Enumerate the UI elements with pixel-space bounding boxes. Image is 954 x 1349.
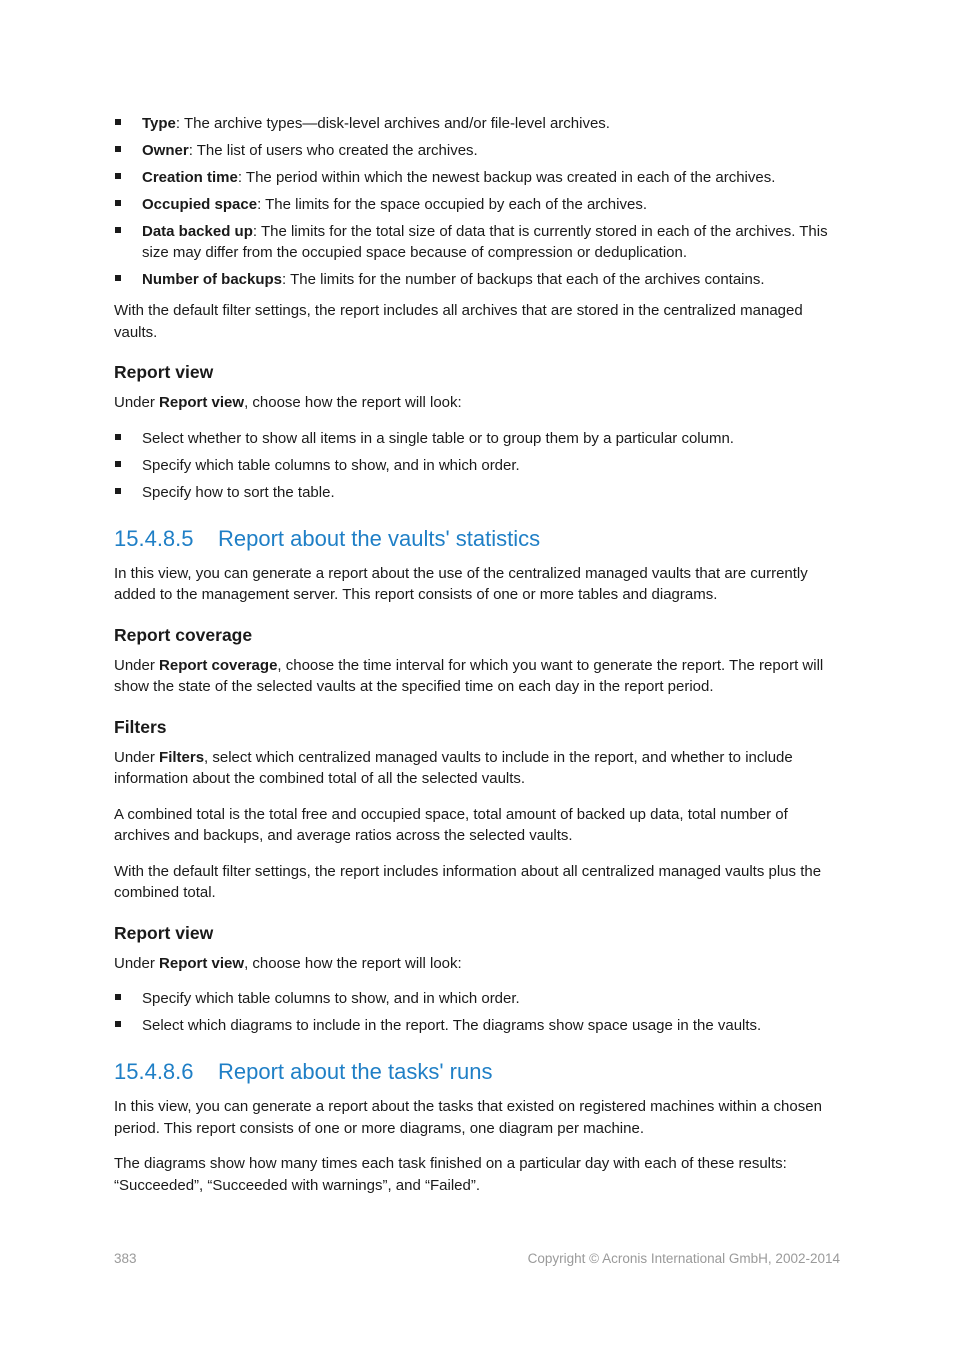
bullet-square-icon <box>115 173 121 179</box>
paragraph: Under Filters, select which centralized managed vaults to include in the report, and whether to include information about the combined total of all the selected vaults. <box>114 748 793 787</box>
bullet-square-icon <box>115 146 121 152</box>
list-item: Creation time: The period within which the newest backup was created in each of the archives. <box>114 167 840 188</box>
report-view-list <box>114 988 840 1036</box>
paragraph: Under Report view, choose how the report will look: <box>114 394 462 411</box>
subheading-report-view: Report view <box>114 922 214 943</box>
list-item: Specify which table columns to show, and in which order. <box>114 988 840 1009</box>
copyright-notice: Copyright © Acronis International GmbH, 2002-2014 <box>527 1251 840 1266</box>
list-item: Occupied space: The limits for the space occupied by each of the archives. <box>114 194 840 215</box>
bullet-square-icon <box>115 1021 121 1027</box>
page-number: 383 <box>114 1251 137 1266</box>
subheading-report-coverage: Report coverage <box>114 624 253 645</box>
paragraph: Under Report coverage, choose the time interval for which you want to generate the report. The report will show the state of the selected vaults at the specified time on each day in the report period. <box>114 656 824 695</box>
subheading-filters: Filters <box>114 716 167 737</box>
bullet-square-icon <box>115 275 121 281</box>
bullet-square-icon <box>115 434 121 440</box>
paragraph: A combined total is the total free and occupied space, total amount of backed up data, total number of archives and backups, and average ratios across the selected vaults. <box>114 805 788 844</box>
paragraph: Under Report view, choose how the report will look: <box>114 954 462 972</box>
bullet-square-icon <box>115 461 121 467</box>
report-view-list <box>114 428 840 503</box>
archive-filter-list <box>114 113 840 290</box>
list-item: Number of backups: The limits for the number of backups that each of the archives contains. <box>114 269 840 290</box>
paragraph: With the default filter settings, the report includes all archives that are stored in the centralized managed vaults. <box>114 302 803 341</box>
page-content <box>114 113 840 1210</box>
list-item: Type: The archive types—disk-level archives and/or file-level archives. <box>114 113 840 134</box>
bullet-square-icon <box>115 994 121 1000</box>
list-item: Owner: The list of users who created the archives. <box>114 140 840 161</box>
bullet-square-icon <box>115 200 121 206</box>
bullet-square-icon <box>115 119 121 125</box>
list-item: Select whether to show all items in a single table or to group them by a particular column. <box>114 428 840 449</box>
paragraph: In this view, you can generate a report about the use of the centralized managed vaults that are currently added to the management server. This report consists of one or more tables and diagrams. <box>114 564 808 603</box>
list-item: Data backed up: The limits for the total size of data that is currently stored in each of the archives. This size may differ from the occupied space because of compression or deduplication. <box>114 221 840 263</box>
paragraph: With the default filter settings, the report includes information about all centralized managed vaults plus the combined total. <box>114 862 822 901</box>
paragraph: In this view, you can generate a report about the tasks that existed on registered machines within a chosen period. This report consists of one or more diagrams, one diagram per machine. <box>114 1098 822 1137</box>
subheading-report-view: Report view <box>114 362 214 382</box>
list-item: Specify how to sort the table. <box>114 482 840 503</box>
list-item: Specify which table columns to show, and in which order. <box>114 455 840 476</box>
paragraph: The diagrams show how many times each task finished on a particular day with each of these results: “Succeeded”, “Succeeded with warnings”, and “Failed”. <box>114 1155 787 1194</box>
section-heading-tasks-runs: 15.4.8.6 Report about the tasks' runs <box>114 1059 493 1084</box>
bullet-square-icon <box>115 227 121 233</box>
list-item: Select which diagrams to include in the report. The diagrams show space usage in the vaults. <box>114 1015 840 1036</box>
section-heading-vaults-statistics: 15.4.8.5 Report about the vaults' statistics <box>114 525 541 551</box>
bullet-square-icon <box>115 488 121 494</box>
